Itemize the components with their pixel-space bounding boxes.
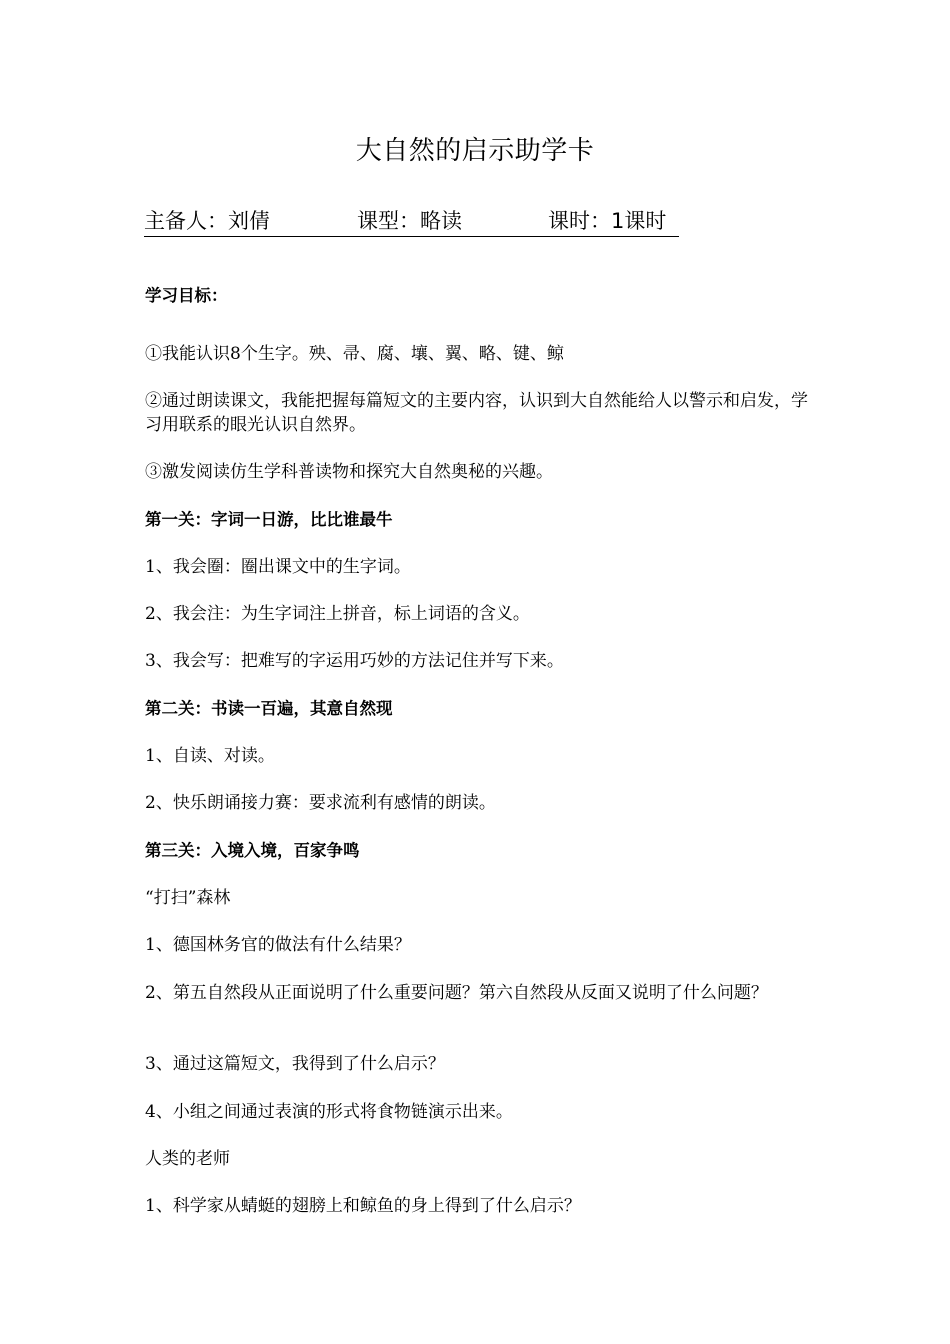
forest-item-3: 3、通过这篇短文，我得到了什么启示？ [145,1054,445,1074]
objective-item-2: ②通过朗读课文，我能把握每篇短文的主要内容，认识到大自然能给人以警示和启发，学习用联系的眼光认识自然界。 [145,391,808,435]
page-title: 大自然的启示助学卡 [355,136,595,166]
meta-info-line [144,206,679,237]
teacher-item-1: 1、科学家从蜻蜓的翅膀上和鲸鱼的身上得到了什么启示？ [145,1196,581,1216]
level2-item-1: 1、自读、对读。 [145,746,275,766]
forest-item-4: 4、小组之间通过表演的形式将食物链演示出来。 [145,1102,513,1122]
level1-item-3: 3、我会写：把难写的字运用巧妙的方法记住并写下来。 [145,651,564,671]
section-title-forest: “打扫”森林 [145,888,231,908]
level3-heading: 第三关：入境入境，百家争鸣 [145,841,360,860]
level2-item-2: 2、快乐朗诵接力赛：要求流利有感情的朗读。 [145,793,496,813]
preparer-label: 主备人：刘倩 [144,209,270,233]
lesson-type-label: 课型：略读 [357,209,462,233]
level1-item-2: 2、我会注：为生字词注上拼音，标上词语的含义。 [145,604,530,624]
objective-item-1: ①我能认识8个生字。殃、帚、腐、壤、翼、略、键、鲸 [145,344,564,364]
level1-item-1: 1、我会圈：圈出课文中的生字词。 [145,557,411,577]
forest-item-1: 1、德国林务官的做法有什么结果？ [145,935,411,955]
level1-heading: 第一关：字词一日游，比比谁最牛 [145,510,393,529]
class-hours-label: 课时：1课时 [548,209,667,233]
level2-heading: 第二关：书读一百遍，其意自然现 [145,699,393,718]
objective-item-3: ③激发阅读仿生学科普读物和探究大自然奥秘的兴趣。 [145,462,553,482]
objectives-heading: 学习目标： [145,286,228,305]
forest-item-2: 2、第五自然段从正面说明了什么重要问题？第六自然段从反面又说明了什么问题？ [145,983,768,1003]
section-title-teacher: 人类的老师 [145,1149,230,1169]
